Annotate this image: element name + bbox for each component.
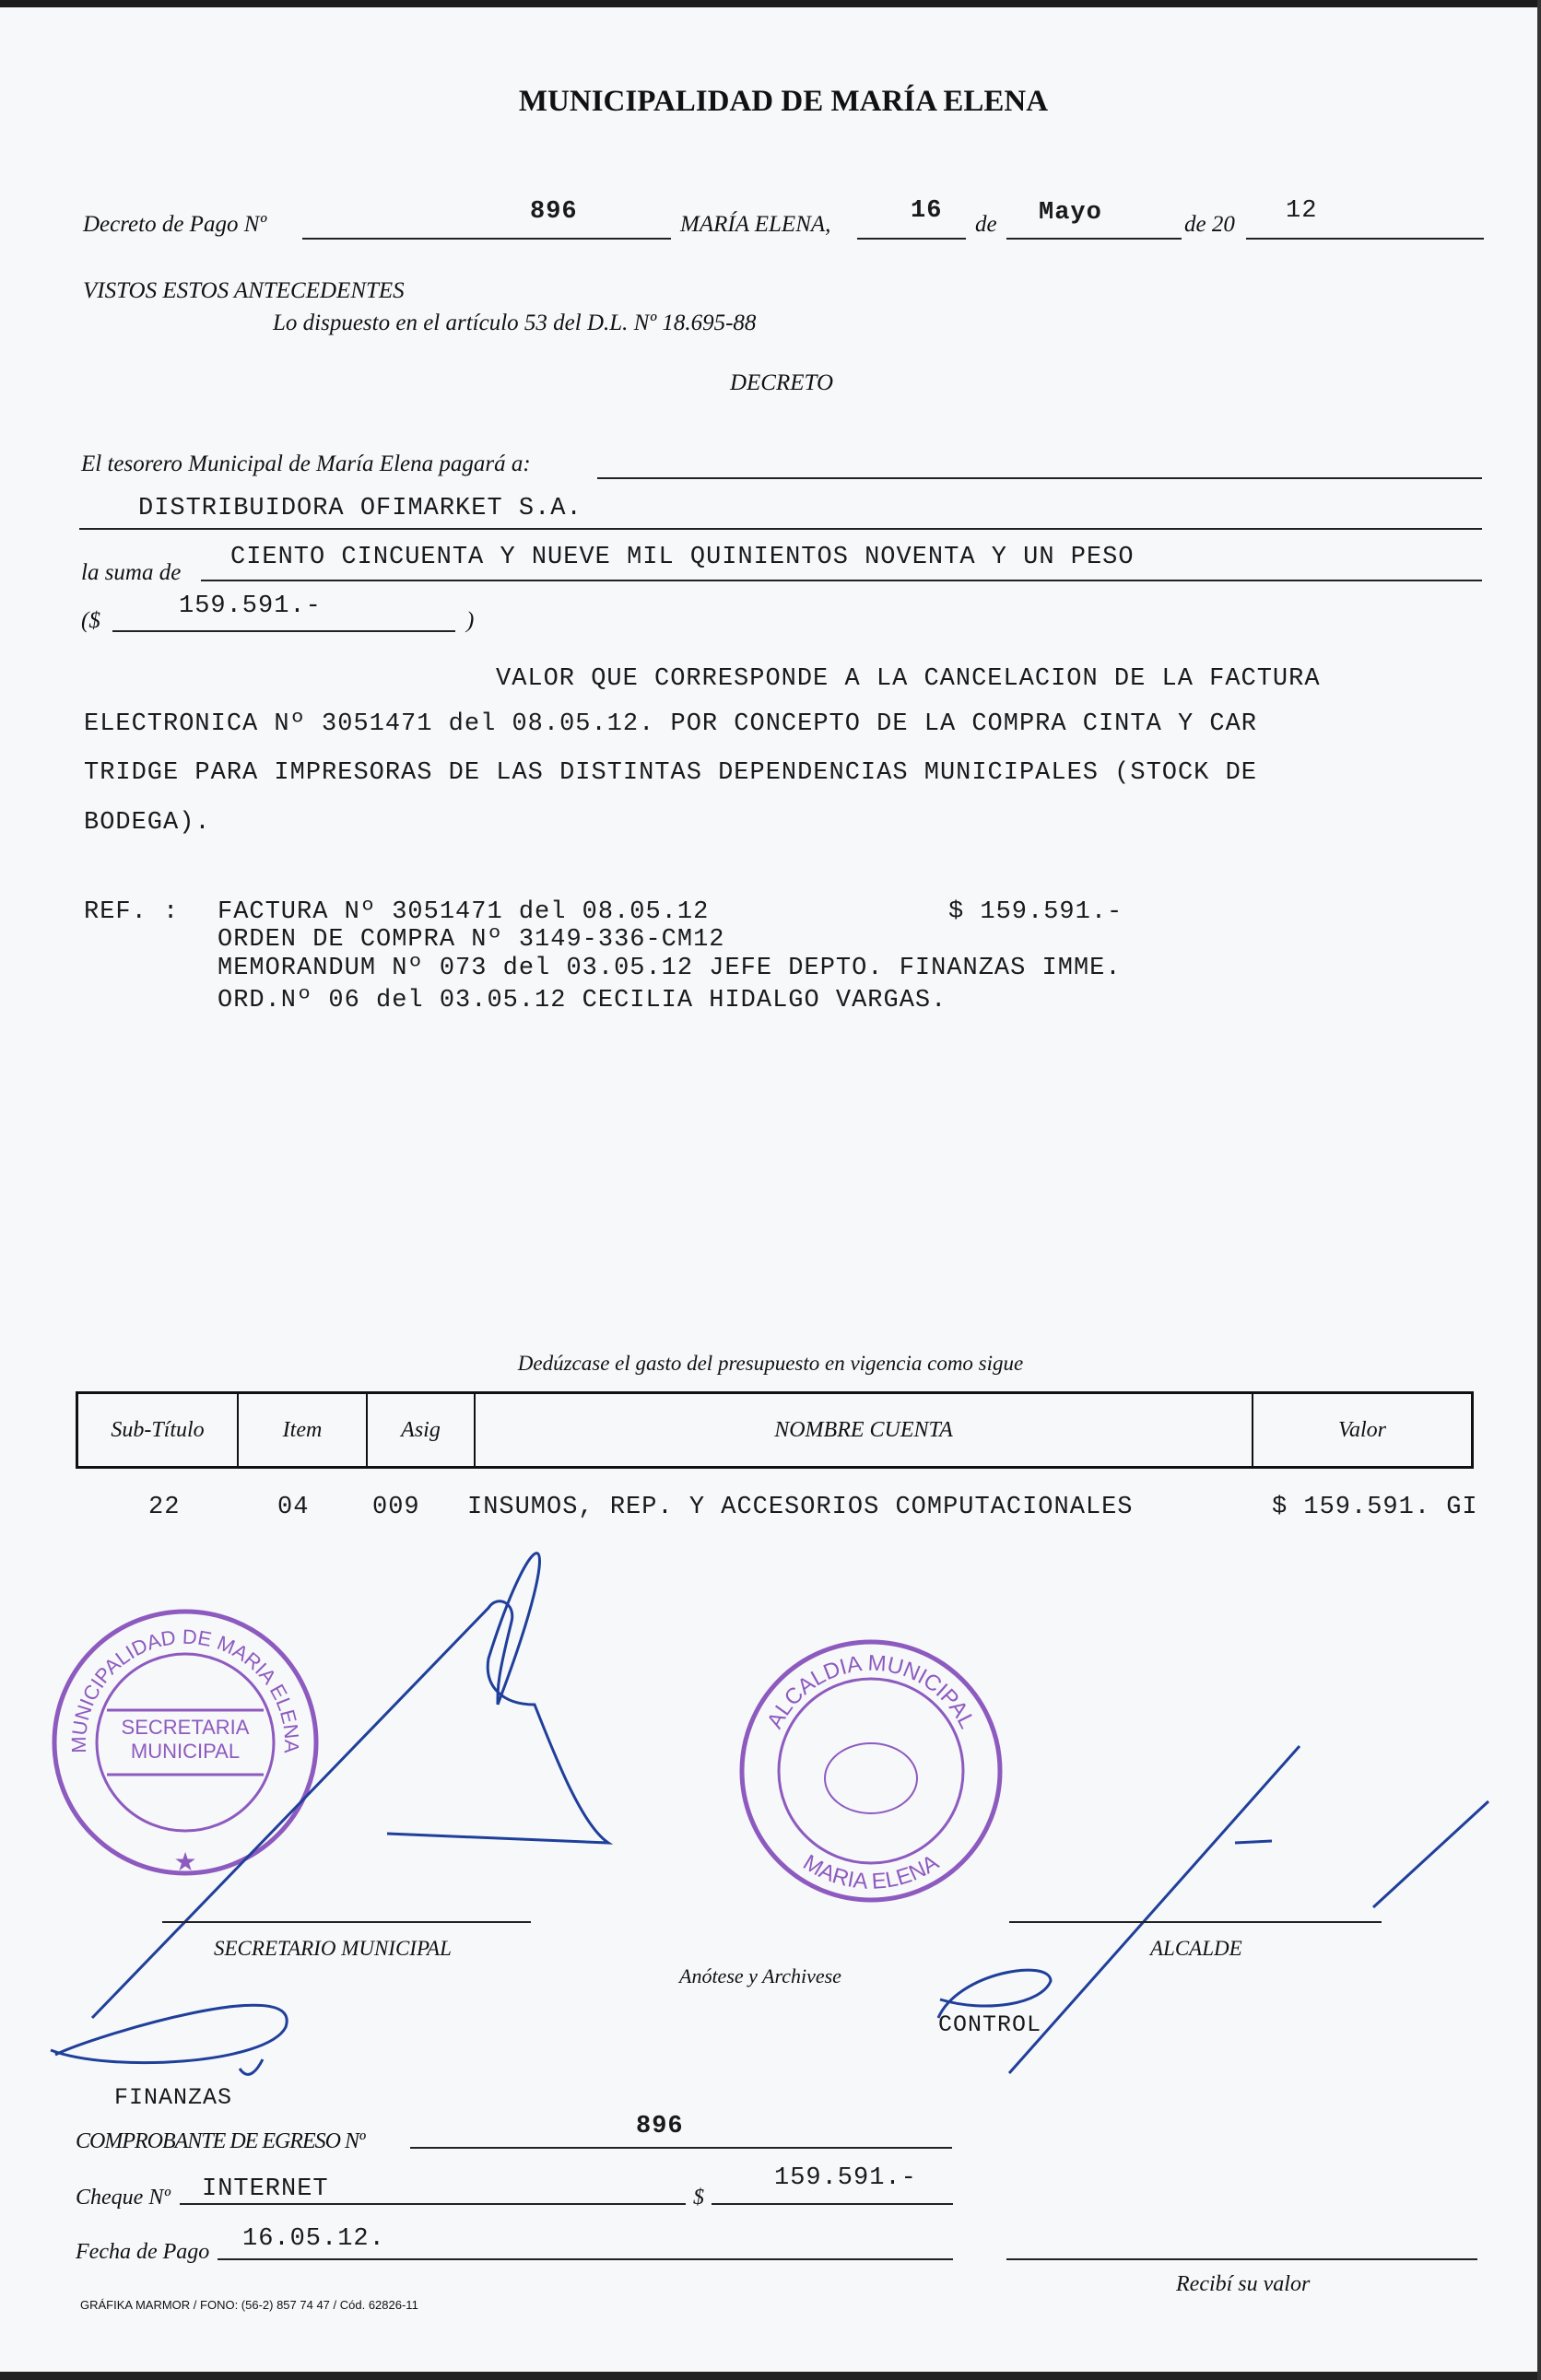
ref-item: ORDEN DE COMPRA Nº 3149-336-CM12	[218, 926, 725, 954]
row-nombre: INSUMOS, REP. Y ACCESORIOS COMPUTACIONALES	[467, 1494, 1134, 1521]
dollar-label: $	[693, 2186, 704, 2210]
decree-year: 12	[1286, 197, 1318, 225]
comprobante-label: COMPROBANTE DE EGRESO Nº	[76, 2129, 365, 2153]
page-title: MUNICIPALIDAD DE MARÍA ELENA	[518, 85, 1049, 118]
concept-line: VALOR QUE CORRESPONDE A LA CANCELACION DE LA FACTURA	[496, 665, 1321, 693]
budget-caption: Dedúzcase el gasto del presupuesto en vigencia como sigue	[517, 1352, 1024, 1375]
anotese-label: Anótese y Archivese	[679, 1964, 841, 1987]
row-item: 04	[277, 1494, 310, 1521]
secretaria-stamp-ring-text: MUNICIPALIDAD DE MARIA ELENA	[66, 1624, 304, 1754]
sum-label: la suma de	[81, 560, 182, 585]
col-asig: Asig	[368, 1394, 476, 1466]
comprobante-number: 896	[636, 2113, 684, 2140]
printer-footer: GRÁFIKA MARMOR / FONO: (56-2) 857 74 47 / Cód. 62826-11	[80, 2298, 418, 2312]
ref-item: MEMORANDUM Nº 073 del 03.05.12 JEFE DEPTO. FINANZAS IMME.	[218, 955, 1122, 982]
alcaldia-stamp-ring-text: ALCALDIA MUNICIPAL	[762, 1650, 980, 1733]
decree-day: 16	[911, 197, 943, 225]
vistos-heading: VISTOS ESTOS ANTECEDENTES	[83, 278, 405, 303]
ref-amount: $ 159.591.-	[948, 898, 1123, 926]
alcaldia-stamp-bottom-text: MARIA ELENA	[798, 1849, 944, 1894]
recibi-label: Recibí su valor	[1176, 2272, 1311, 2296]
control-label: CONTROL	[938, 2011, 1042, 2038]
concept-line: TRIDGE PARA IMPRESORAS DE LAS DISTINTAS DEPENDENCIAS MUNICIPALES (STOCK DE	[84, 759, 1257, 787]
cheque-label: Cheque Nº	[76, 2186, 171, 2210]
sum-words: CIENTO CINCUENTA Y NUEVE MIL QUINIENTOS NOVENTA Y UN PESO	[230, 544, 1135, 571]
amount-open-label: ($	[81, 608, 100, 633]
vistos-text: Lo dispuesto en el artículo 53 del D.L. Nº 18.695-88	[273, 311, 757, 335]
year-label: de 20	[1184, 212, 1235, 237]
row-subtitulo: 22	[148, 1494, 181, 1521]
amount: 159.591.-	[179, 592, 322, 620]
concept-line: ELECTRONICA Nº 3051471 del 08.05.12. POR CONCEPTO DE LA COMPRA CINTA Y CAR	[84, 710, 1257, 738]
signature-scribbles	[51, 1553, 1488, 2075]
alcalde-label: ALCALDE	[1150, 1937, 1242, 1960]
decree-number-label: Decreto de Pago Nº	[83, 212, 267, 237]
egreso-amount: 159.591.-	[774, 2164, 917, 2192]
payee-label: El tesorero Municipal de María Elena pagará a:	[81, 451, 531, 476]
fecha-pago: 16.05.12.	[242, 2225, 385, 2253]
amount-close-label: )	[466, 608, 475, 633]
decree-month: Mayo	[1039, 199, 1102, 227]
de-label: de	[975, 212, 997, 237]
place-label: MARÍA ELENA,	[680, 212, 831, 237]
row-asig: 009	[372, 1494, 420, 1521]
col-valor: Valor	[1337, 1417, 1386, 1442]
row-valor: $ 159.591. GI	[1272, 1494, 1478, 1521]
concept-line: BODEGA).	[84, 809, 211, 837]
ref-item: FACTURA Nº 3051471 del 08.05.12	[218, 898, 710, 926]
fecha-label: Fecha de Pago	[76, 2240, 210, 2264]
cheque-number: INTERNET	[202, 2175, 329, 2203]
ref-label: REF. :	[84, 898, 180, 926]
ref-item: ORD.Nº 06 del 03.05.12 CECILIA HIDALGO VARGAS.	[218, 987, 947, 1014]
secretaria-stamp-center-text: SECRETARIA MUNICIPAL	[121, 1716, 250, 1763]
alcaldia-stamp	[742, 1642, 1000, 1900]
col-nombre: NOMBRE CUENTA	[476, 1394, 1253, 1466]
decreto-heading: DECRETO	[729, 370, 834, 395]
col-item: Item	[239, 1394, 368, 1466]
payee: DISTRIBUIDORA OFIMARKET S.A.	[138, 495, 582, 522]
col-subtitulo: Sub-Título	[78, 1394, 239, 1466]
svg-text:★: ★	[173, 1848, 197, 1877]
decree-number: 896	[530, 198, 578, 226]
finanzas-label: FINANZAS	[114, 2084, 233, 2111]
secretario-label: SECRETARIO MUNICIPAL	[214, 1937, 452, 1960]
